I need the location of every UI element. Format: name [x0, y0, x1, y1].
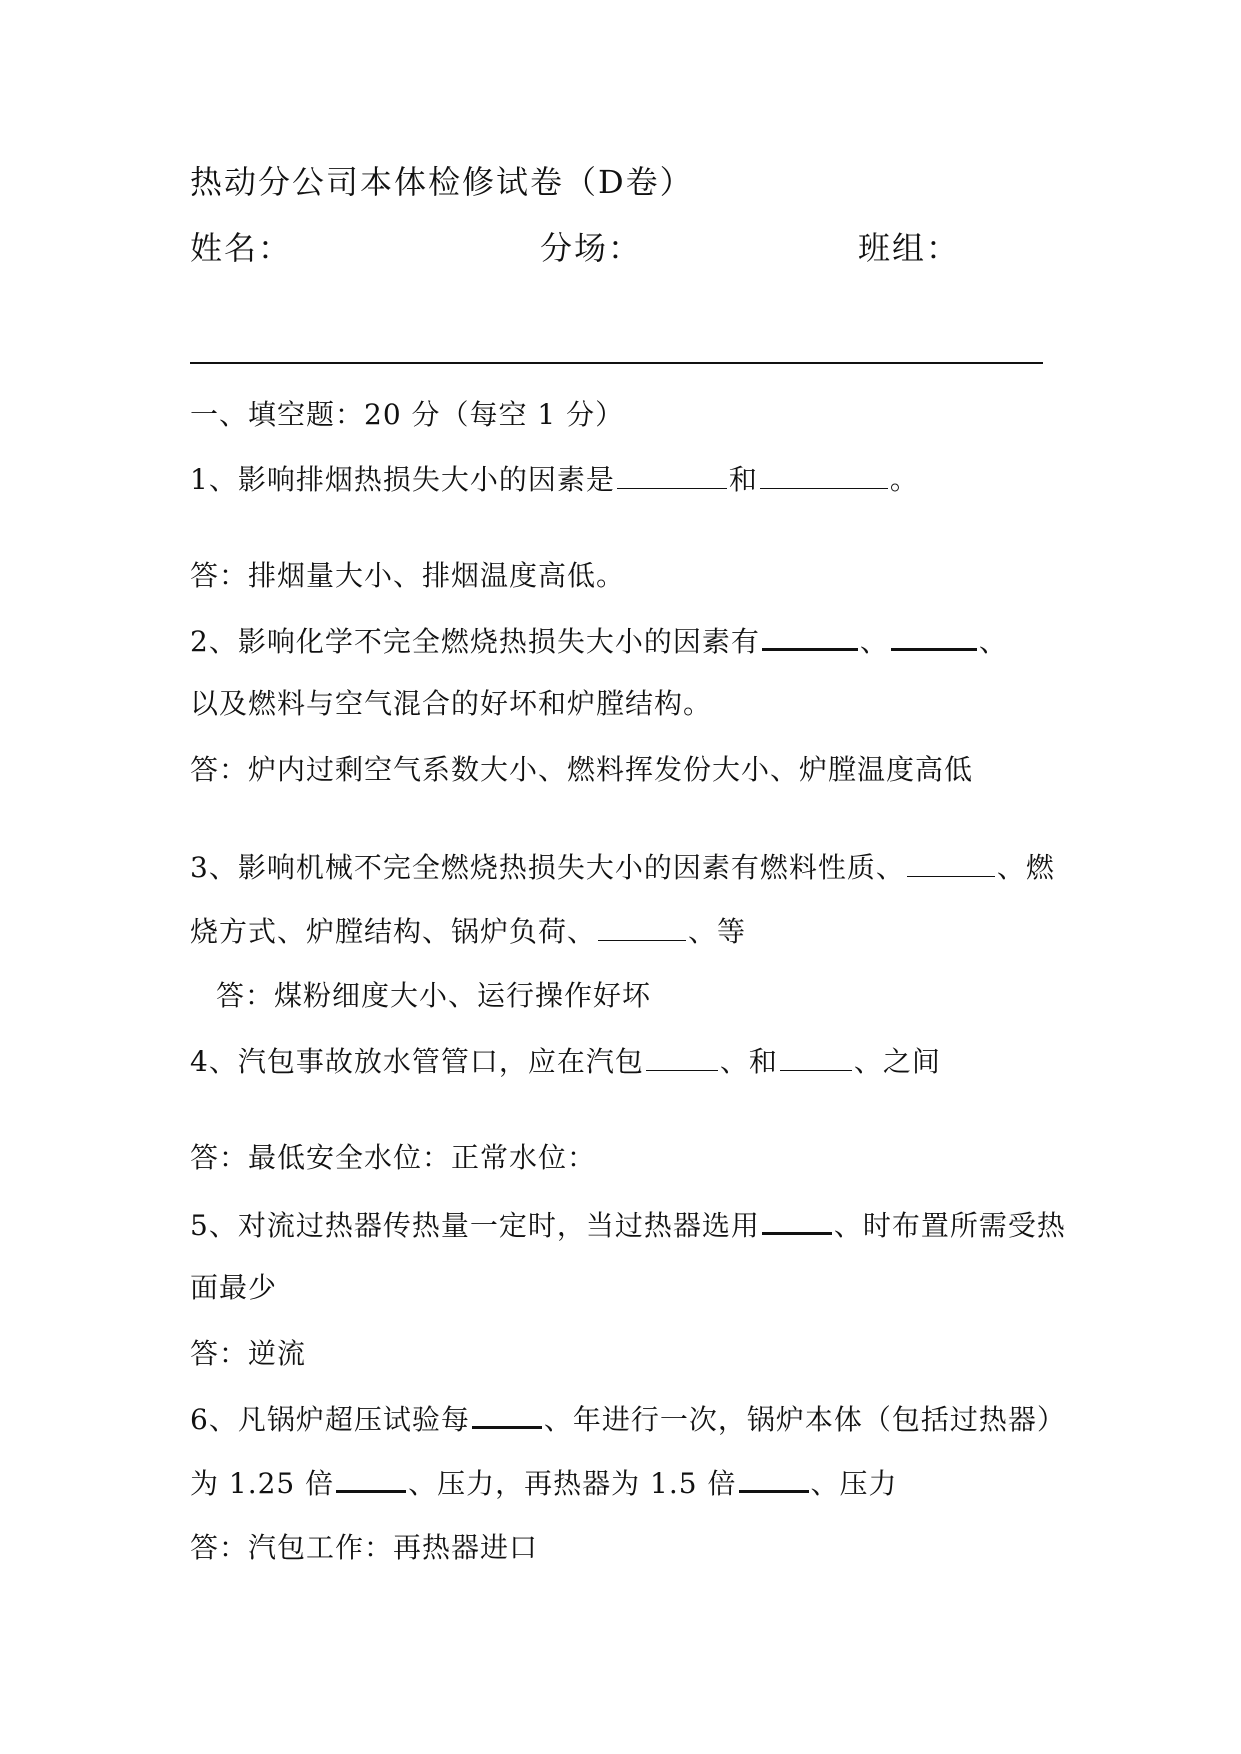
answer-blank[interactable]: [598, 912, 686, 941]
header-divider: [190, 362, 1043, 364]
question-3: 3、影响机械不完全燃烧热损失大小的因素有燃料性质、 、燃: [190, 848, 1055, 888]
question-5: 5、对流过热器传热量一定时，当过热器选用 、时布置所需受热: [190, 1204, 1066, 1246]
answer-blank[interactable]: [472, 1398, 542, 1429]
answer-5: 答：逆流: [190, 1337, 307, 1370]
answer-blank[interactable]: [336, 1462, 406, 1493]
exam-title: 热动分公司本体检修试卷（D卷）: [190, 163, 694, 201]
answer-blank[interactable]: [760, 460, 888, 489]
answer-blank[interactable]: [907, 848, 995, 877]
question-1: 1、影响排烟热损失大小的因素是 和 。: [190, 460, 919, 500]
question-3-cont: 烧方式、炉膛结构、锅炉负荷、 、等: [190, 912, 746, 952]
section-heading: 一、填空题：20 分（每空 1 分）: [190, 398, 625, 431]
site-label: 分场：: [540, 229, 643, 267]
question-6-cont: 为 1.25 倍 、压力，再热器为 1.5 倍 、压力: [190, 1462, 898, 1504]
answer-6: 答：汽包工作：再热器进口: [190, 1531, 539, 1564]
answer-blank[interactable]: [617, 460, 727, 489]
question-2: 2、影响化学不完全燃烧热损失大小的因素有 、 、: [190, 620, 1008, 662]
answer-blank[interactable]: [739, 1462, 809, 1493]
answer-4: 答：最低安全水位：正常水位：: [190, 1141, 597, 1174]
answer-2: 答：炉内过剩空气系数大小、燃料挥发份大小、炉膛温度高低: [190, 753, 974, 786]
team-label: 班组：: [858, 229, 961, 267]
question-6: 6、凡锅炉超压试验每 、年进行一次，锅炉本体（包括过热器）: [190, 1398, 1066, 1440]
question-5-cont: 面最少: [190, 1271, 278, 1304]
answer-blank[interactable]: [646, 1042, 718, 1071]
answer-blank[interactable]: [780, 1042, 852, 1071]
answer-blank[interactable]: [891, 620, 977, 651]
answer-blank[interactable]: [762, 620, 858, 651]
answer-3: 答：煤粉细度大小、运行操作好坏: [216, 979, 652, 1012]
question-2-cont: 以及燃料与空气混合的好坏和炉膛结构。: [190, 687, 713, 720]
name-label: 姓名：: [190, 229, 293, 267]
question-4: 4、汽包事故放水管管口，应在汽包 、和 、之间: [190, 1042, 941, 1082]
answer-1: 答：排烟量大小、排烟温度高低。: [190, 559, 626, 592]
answer-blank[interactable]: [762, 1204, 832, 1235]
